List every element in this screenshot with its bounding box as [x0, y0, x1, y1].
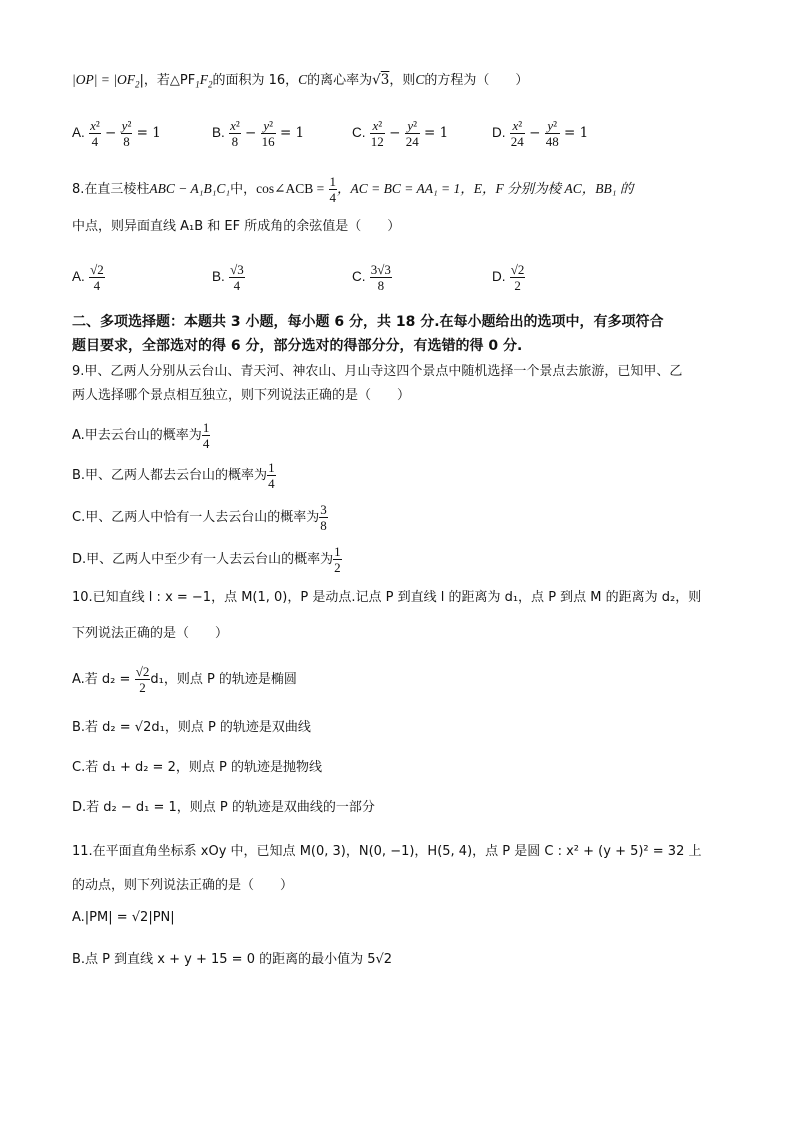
q8-option-d: D. $\frac{√2}{2}$ — [492, 262, 525, 293]
q7-tail-mid: |，若△PF — [139, 73, 196, 88]
q11-option-a: A.|PM| = √2|PN| — [72, 910, 175, 925]
q7-tail-ecc-val: 3 — [380, 72, 390, 88]
q10-line-1: 10.已知直线 l : x = −1，点 M(1, 0)，P 是动点.记点 P 到直线 l 的距离为 d₁，点 P 到点 M 的距离为 d₂，则 — [72, 590, 702, 605]
q8-line-2: 中点，则异面直线 A₁B 和 EF 所成角的余弦值是（ ） — [72, 219, 401, 234]
section-2-heading-line-1: 二、多项选择题：本题共 3 小题，每小题 6 分，共 18 分.在每小题给出的选项中，有多项符合 — [72, 314, 664, 330]
q10-option-b: B.若 d₂ = √2d₁，则点 P 的轨迹是双曲线 — [72, 720, 311, 735]
q8-option-b: B. $\frac{√3}{4}$ — [212, 262, 244, 293]
q7-tail-line: $|OP| = |OF_2|$，若$\triangle PF_1F_2$的面积为 16，C的离心率为√3，则C的方程为（ ） — [72, 72, 529, 90]
q7-option-c: C. $\frac{\text{x²}}{12}$ − $\frac{\text{y²}}{24}$ = 1 — [352, 118, 449, 149]
q8-option-c: C. $\frac{3√3}{8}$ — [352, 262, 391, 293]
q7-option-a: A. $\frac{\text{x²}}{4}$ − $\frac{\text{y²}}{8}$ = 1 — [72, 118, 161, 149]
q7-tail-end: 的方程为（ ） — [424, 73, 529, 88]
q7-tail-pre: |OP| = |OF — [72, 72, 135, 87]
q8-line-1: 8.在直三棱柱ABC − A₁B₁C₁中，cos∠ACB = $\frac{1}{4}$ ，AC = BC = AA₁ = 1，E，F 分别为棱 AC，BB₁ 的 — [72, 174, 634, 205]
q7-tail-c: C — [298, 72, 308, 87]
q8-cos-frac: $\frac{1}{4}$ — [329, 174, 336, 205]
q11-option-b: B.点 P 到直线 x + y + 15 = 0 的距离的最小值为 5√2 — [72, 952, 393, 967]
q10-option-d: D.若 d₂ − d₁ = 1，则点 P 的轨迹是双曲线的一部分 — [72, 800, 375, 815]
q9-line-1: 9.甲、乙两人分别从云台山、青天河、神农山、月山寺这四个景点中随机选择一个景点去旅游，已知甲、乙 — [72, 364, 683, 379]
q10-option-c: C.若 d₁ + d₂ = 2，则点 P 的轨迹是抛物线 — [72, 760, 322, 775]
q7-option-d: D. $\frac{\text{x²}}{24}$ − $\frac{\text{y²}}{48}$ = 1 — [492, 118, 589, 149]
q10-option-a: A.若 d₂ = $\frac{√2}{2}$ d₁，则点 P 的轨迹是椭圆 — [72, 664, 297, 695]
q7-tail-then: ，则 — [389, 73, 416, 88]
q7-tail-ecc: 的离心率为 — [307, 73, 373, 88]
q11-line-1: 11.在平面直角坐标系 xOy 中，已知点 M(0, 3)，N(0, −1)，H(5, 4)，点 P 是圆 C : x² + (y + 5)² = 32 上 — [72, 844, 702, 859]
q9-option-c: C.甲、乙两人中恰有一人去云台山的概率为 $\frac{3}{8}$ — [72, 502, 327, 533]
q7-tail-area: 的面积为 16， — [212, 73, 299, 88]
q8-option-a: A. $\frac{√2}{4}$ — [72, 262, 104, 293]
q9-option-d: D.甲、乙两人中至少有一人去云台山的概率为 $\frac{1}{2}$ — [72, 544, 341, 575]
q11-line-2: 的动点，则下列说法正确的是（ ） — [72, 878, 294, 893]
q9-option-b: B.甲、乙两人都去云台山的概率为 $\frac{1}{4}$ — [72, 460, 275, 491]
q7-option-b: B. $\frac{\text{x²}}{8}$ − $\frac{\text{y²}}{16}$ = 1 — [212, 118, 305, 149]
q9-line-2: 两人选择哪个景点相互独立，则下列说法正确的是（ ） — [72, 388, 411, 403]
section-2-heading-line-2: 题目要求，全部选对的得 6 分，部分选对的得部分分，有选错的得 0 分. — [72, 338, 523, 354]
q10-line-2: 下列说法正确的是（ ） — [72, 626, 229, 641]
q9-option-a: A.甲去云台山的概率为 $\frac{1}{4}$ — [72, 420, 210, 451]
